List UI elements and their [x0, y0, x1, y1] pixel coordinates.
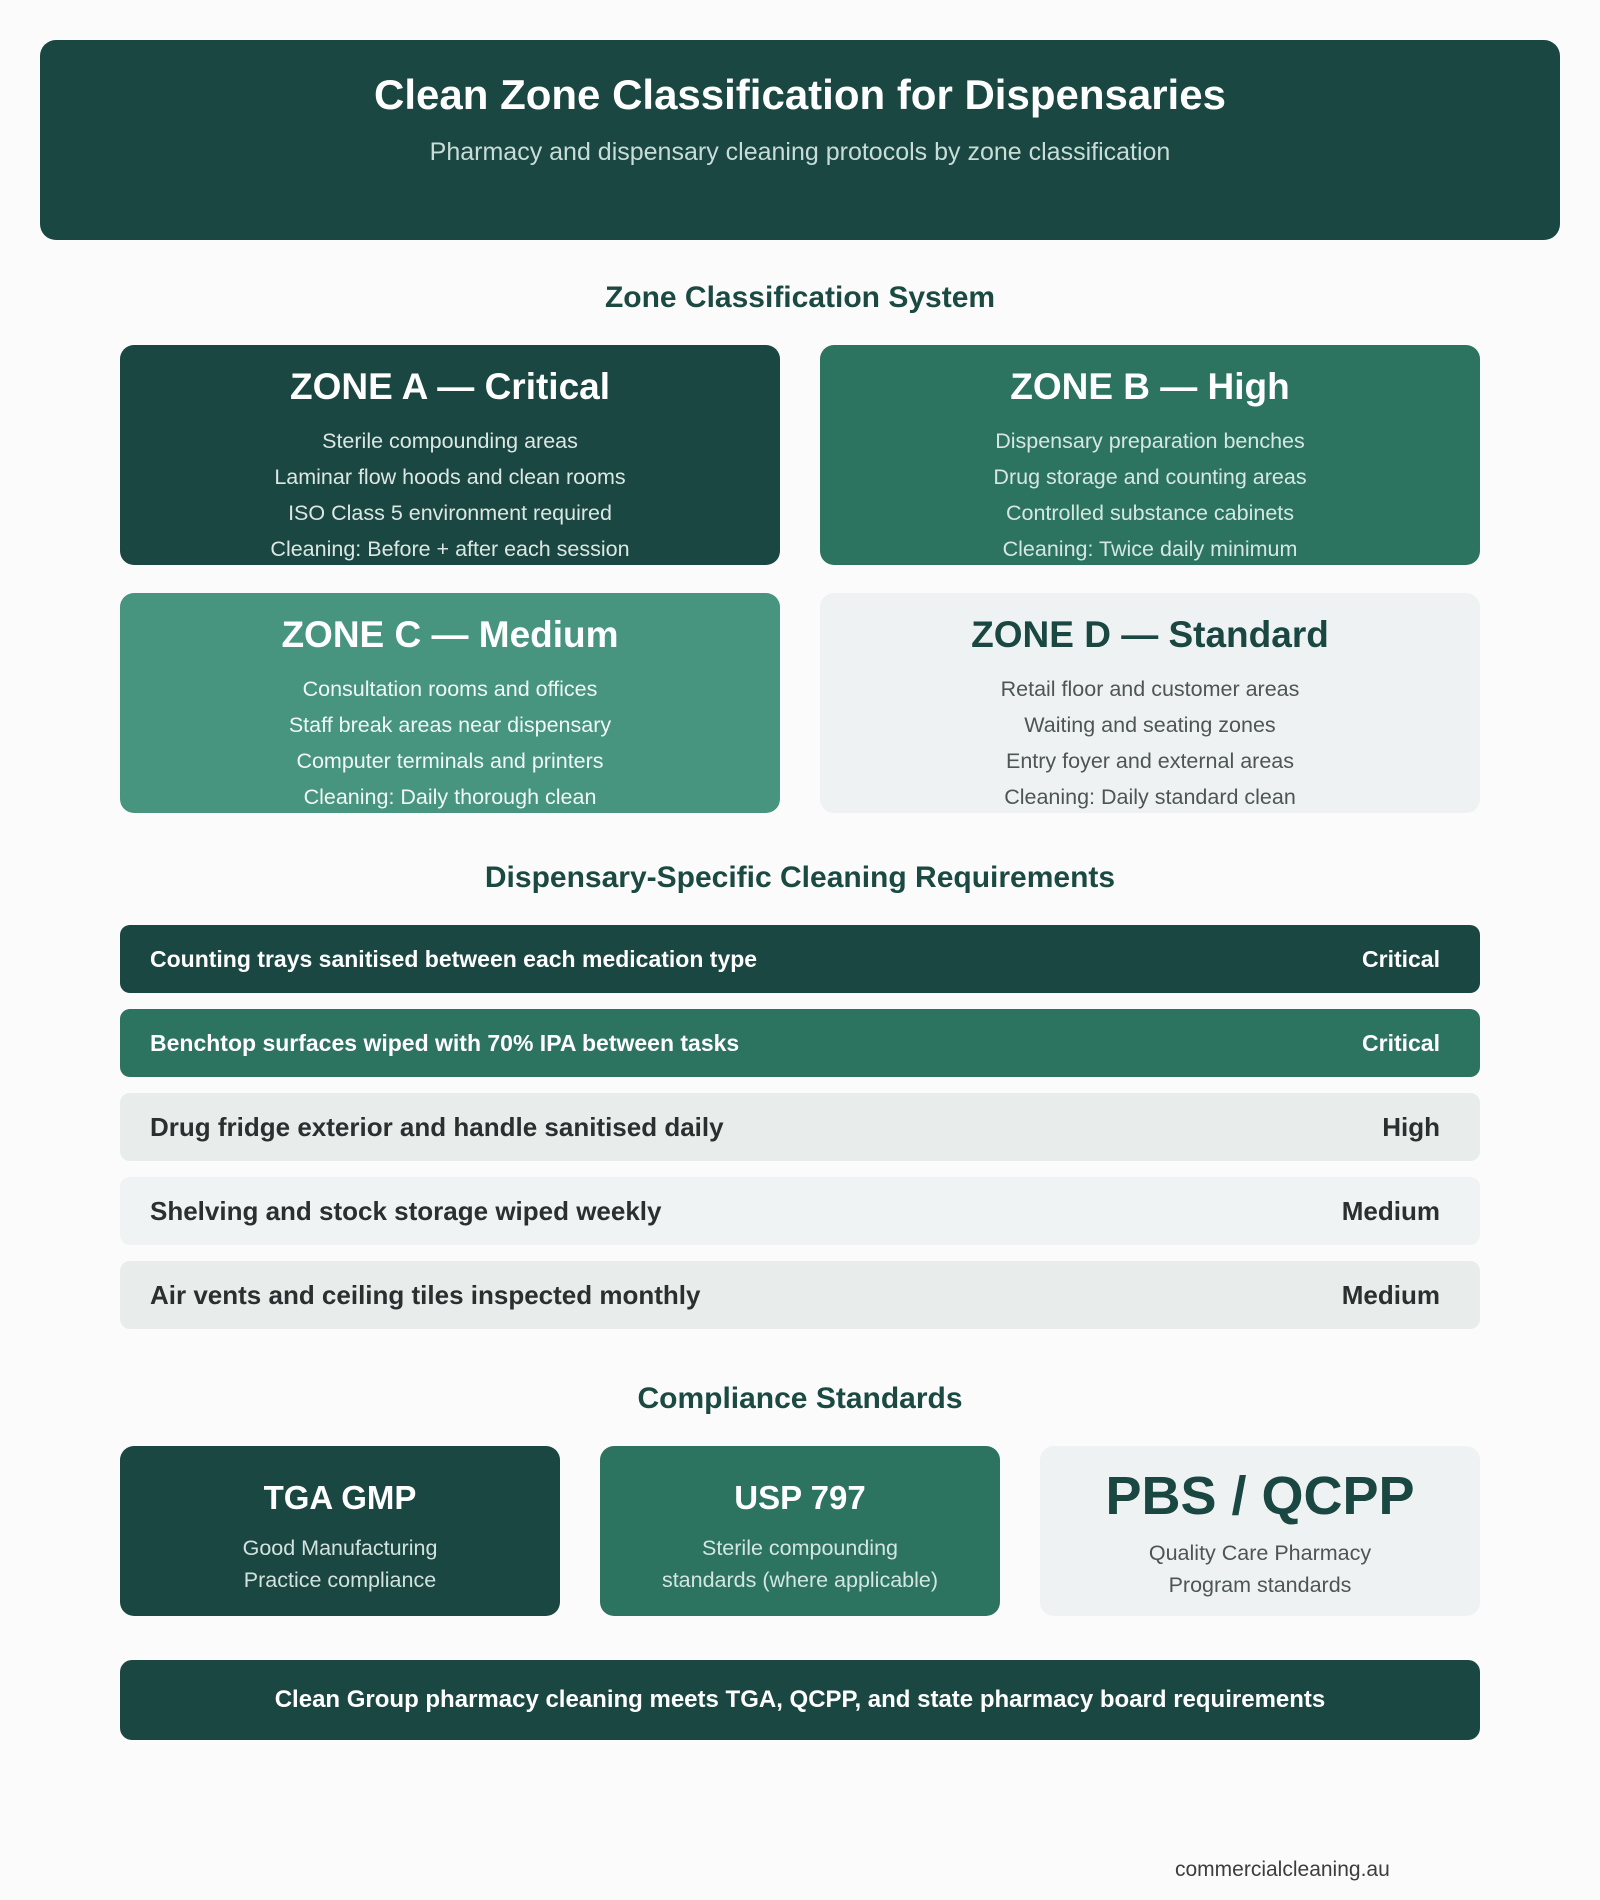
requirement-priority: Critical — [1362, 1029, 1440, 1056]
standard-desc-line: standards (where applicable) — [661, 1567, 939, 1592]
requirement-priority: Critical — [1362, 945, 1440, 972]
zone-a-cleaning-line: Cleaning: Before + after each session — [270, 537, 630, 562]
zone-c-title: ZONE C — Medium — [281, 614, 619, 655]
page-subtitle: Pharmacy and dispensary cleaning protocols by zone classification — [429, 138, 1171, 167]
zone-a-line: Sterile compounding areas — [322, 429, 578, 454]
zone-a-line: ISO Class 5 environment required — [288, 501, 612, 526]
zone-c-line: Computer terminals and printers — [296, 749, 604, 774]
zone-c-line: Staff break areas near dispensary — [288, 713, 612, 738]
requirement-task: Air vents and ceiling tiles inspected monthly — [150, 1279, 701, 1310]
requirement-task: Shelving and stock storage wiped weekly — [150, 1195, 662, 1226]
requirement-task: Drug fridge exterior and handle sanitised daily — [150, 1111, 724, 1142]
standard-desc-line: Practice compliance — [243, 1567, 437, 1592]
zone-b-line: Dispensary preparation benches — [995, 429, 1305, 454]
zone-b-card — [820, 345, 1480, 565]
requirement-row — [120, 1093, 1480, 1161]
zone-c-card — [120, 593, 780, 813]
zone-d-cleaning-line: Cleaning: Daily standard clean — [1004, 785, 1296, 810]
header-banner — [40, 40, 1560, 240]
standard-card-tga-gmp — [120, 1446, 560, 1616]
standard-desc-line: Quality Care Pharmacy — [1148, 1540, 1372, 1565]
zone-d-card — [820, 593, 1480, 813]
zone-c-line: Consultation rooms and offices — [302, 677, 598, 702]
standard-card-pbs-qcpp — [1040, 1446, 1480, 1616]
site-url: commercialcleaning.au — [1175, 1858, 1390, 1881]
requirement-priority: Medium — [1341, 1195, 1440, 1226]
zone-d-line: Retail floor and customer areas — [1000, 677, 1300, 702]
zone-b-title: ZONE B — High — [1010, 366, 1290, 407]
zone-d-line: Waiting and seating zones — [1024, 713, 1276, 738]
requirements-section-heading: Dispensary-Specific Cleaning Requirements — [484, 861, 1116, 894]
standard-desc-line: Good Manufacturing — [242, 1535, 438, 1560]
standard-title: USP 797 — [734, 1479, 866, 1516]
zone-a-line: Laminar flow hoods and clean rooms — [274, 465, 626, 490]
footer-banner-text: Clean Group pharmacy cleaning meets TGA, QCPP, and state pharmacy board requirements — [274, 1686, 1326, 1713]
standard-title: TGA GMP — [263, 1479, 417, 1516]
requirement-row — [120, 925, 1480, 993]
standards-section-heading: Compliance Standards — [637, 1382, 963, 1415]
zone-b-line: Drug storage and counting areas — [993, 465, 1307, 490]
zone-b-cleaning-line: Cleaning: Twice daily minimum — [1002, 537, 1298, 562]
requirement-row — [120, 1009, 1480, 1077]
requirement-task: Counting trays sanitised between each medication type — [150, 945, 758, 972]
requirement-priority: Medium — [1341, 1279, 1440, 1310]
footer-banner — [120, 1660, 1480, 1740]
standard-card-usp-797 — [600, 1446, 1000, 1616]
requirement-task: Benchtop surfaces wiped with 70% IPA between tasks — [150, 1029, 740, 1056]
zones-section-heading: Zone Classification System — [604, 281, 996, 314]
page-title: Clean Zone Classification for Dispensaries — [374, 71, 1226, 118]
zone-b-line: Controlled substance cabinets — [1005, 501, 1295, 526]
requirement-row — [120, 1177, 1480, 1245]
zone-d-line: Entry foyer and external areas — [1005, 749, 1294, 774]
zone-a-card — [120, 345, 780, 565]
standard-desc-line: Sterile compounding — [701, 1535, 898, 1560]
requirement-priority: High — [1382, 1111, 1440, 1142]
requirement-row — [120, 1261, 1480, 1329]
zone-d-title: ZONE D — Standard — [971, 614, 1329, 655]
zone-a-title: ZONE A — Critical — [289, 366, 611, 407]
zone-c-cleaning-line: Cleaning: Daily thorough clean — [303, 785, 597, 810]
standard-title: PBS / QCPP — [1105, 1466, 1415, 1526]
standard-desc-line: Program standards — [1168, 1572, 1352, 1597]
